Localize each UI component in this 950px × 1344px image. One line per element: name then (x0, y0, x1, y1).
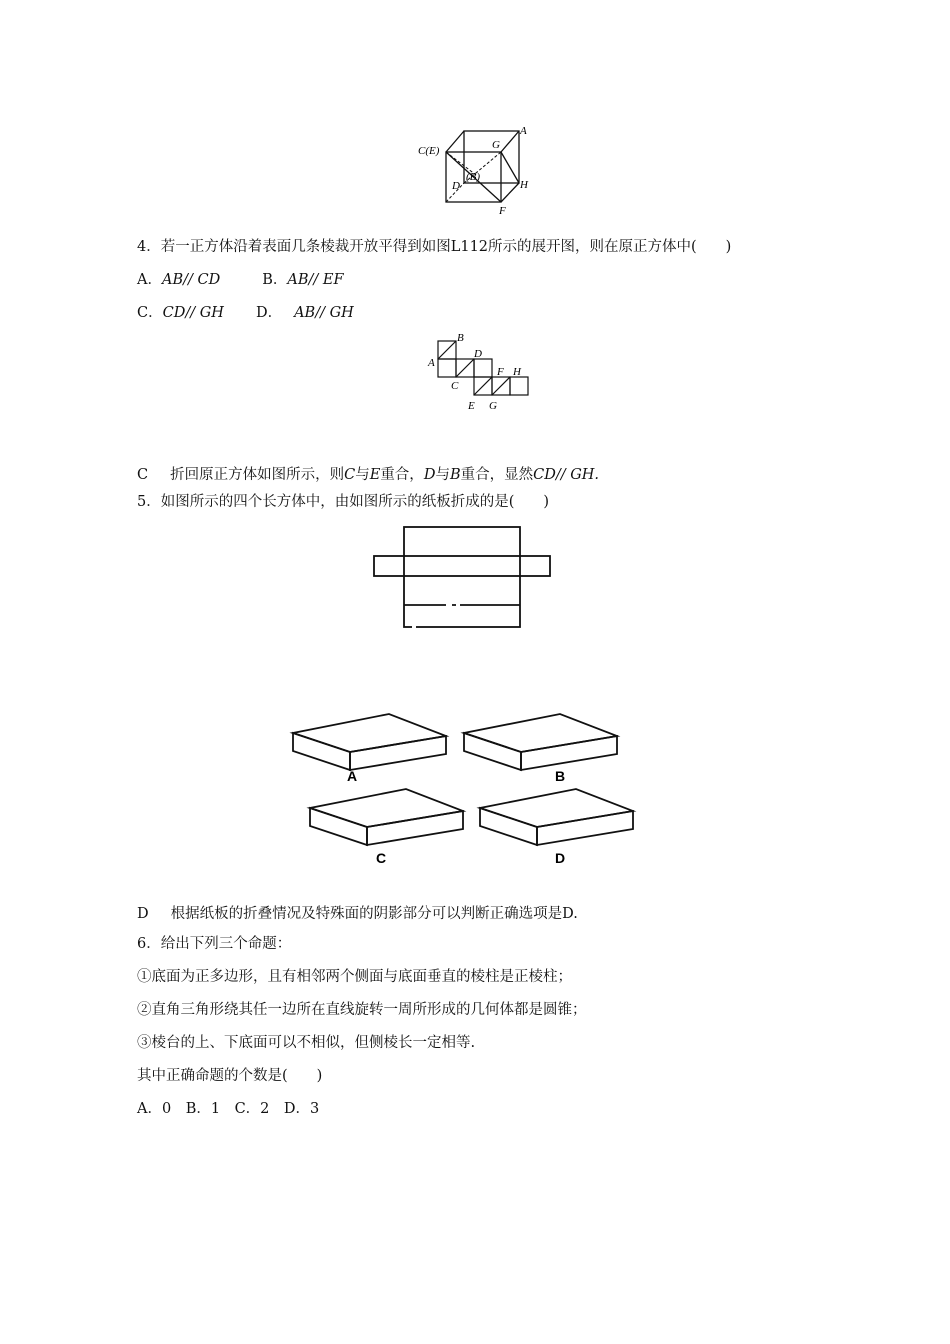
q4-options-cd (137, 303, 354, 323)
cube-net-figure (0, 325, 950, 425)
a4-c: C (344, 467, 356, 483)
a4-b: B (449, 467, 461, 483)
q4-options-ab (137, 270, 344, 290)
box-b (464, 714, 617, 770)
a4-e: E (369, 467, 381, 483)
q6-stem: 6．给出下列三个命题： (137, 936, 292, 952)
q6-ask: 其中正确命题的个数是( ) (137, 1068, 323, 1084)
label-g: G (492, 139, 500, 151)
net-label-a: A (428, 357, 435, 369)
net-label-e: E (468, 400, 475, 412)
box-c (310, 789, 463, 845)
label-a: A (520, 125, 527, 137)
label-d: D (452, 180, 460, 192)
box-a (293, 714, 446, 770)
a4-text-1: 折回原正方体如图所示，则 (170, 467, 345, 483)
box-label-d: D (555, 850, 566, 866)
net-label-h: H (513, 366, 521, 378)
net-label-b: B (457, 332, 464, 344)
q4-opt-c-math: CD// GH (162, 305, 224, 321)
a4-text-3: 重合， (380, 467, 424, 483)
q4-opt-d: D． (255, 305, 283, 321)
a5-solution (137, 904, 578, 924)
box-d (480, 789, 633, 845)
box-label-b: B (555, 768, 566, 784)
q6-proposition-2: ②直角三角形绕其任一边所在直线旋转一周所形成的几何体都是圆锥； (137, 1002, 587, 1018)
q4-opt-b-math: AB// EF (287, 272, 344, 288)
cube-figure (0, 0, 950, 220)
net-label-c: C (451, 380, 459, 392)
a4-text-5: 重合，显然 (460, 467, 534, 483)
net-label-d: D (474, 348, 482, 360)
q4-opt-c: C． (137, 305, 163, 321)
a4-text-2: 与 (355, 467, 370, 483)
a4-text-4: 与 (435, 467, 450, 483)
box-label-c: C (376, 850, 387, 866)
q4-opt-a-math: AB// CD (161, 272, 221, 288)
boxes-figure (0, 700, 950, 880)
q4-opt-a: A． (137, 272, 162, 288)
q4-opt-d-math: AB// GH (294, 305, 354, 321)
box-label-a: A (347, 768, 358, 784)
a4-d: D (423, 467, 436, 483)
a5-text: 根据纸板的折叠情况及特殊面的阴影部分可以判断正确选项是D. (170, 906, 578, 922)
label-ce: C(E) (418, 145, 440, 157)
q6-options: A．0 B．1 C．2 D．3 (137, 1101, 320, 1117)
label-f: F (499, 205, 506, 217)
a4-letter: C (137, 467, 149, 483)
a4-math: CD// GH. (533, 467, 600, 483)
net-label-f: F (497, 366, 504, 378)
q6-proposition-3: ③棱台的上、下底面可以不相似，但侧棱长一定相等. (137, 1035, 476, 1051)
a5-letter: D (137, 906, 149, 922)
q5-stem: 5．如图所示的四个长方体中，由如图所示的纸板折成的是( ) (137, 494, 550, 510)
q4-stem: 4．若一正方体沿着表面几条棱裁开放平得到如图L112所示的展开图，则在原正方体中( ) (137, 239, 732, 255)
net-label-g: G (489, 400, 497, 412)
label-h: H (520, 179, 528, 191)
q6-proposition-1: ①底面为正多边形，且有相邻两个侧面与底面垂直的棱柱是正棱柱； (137, 969, 572, 985)
paperboard-figure (0, 520, 950, 640)
a4-solution (137, 465, 599, 485)
label-b: (B) (466, 171, 481, 183)
q4-opt-b: B． (262, 272, 288, 288)
